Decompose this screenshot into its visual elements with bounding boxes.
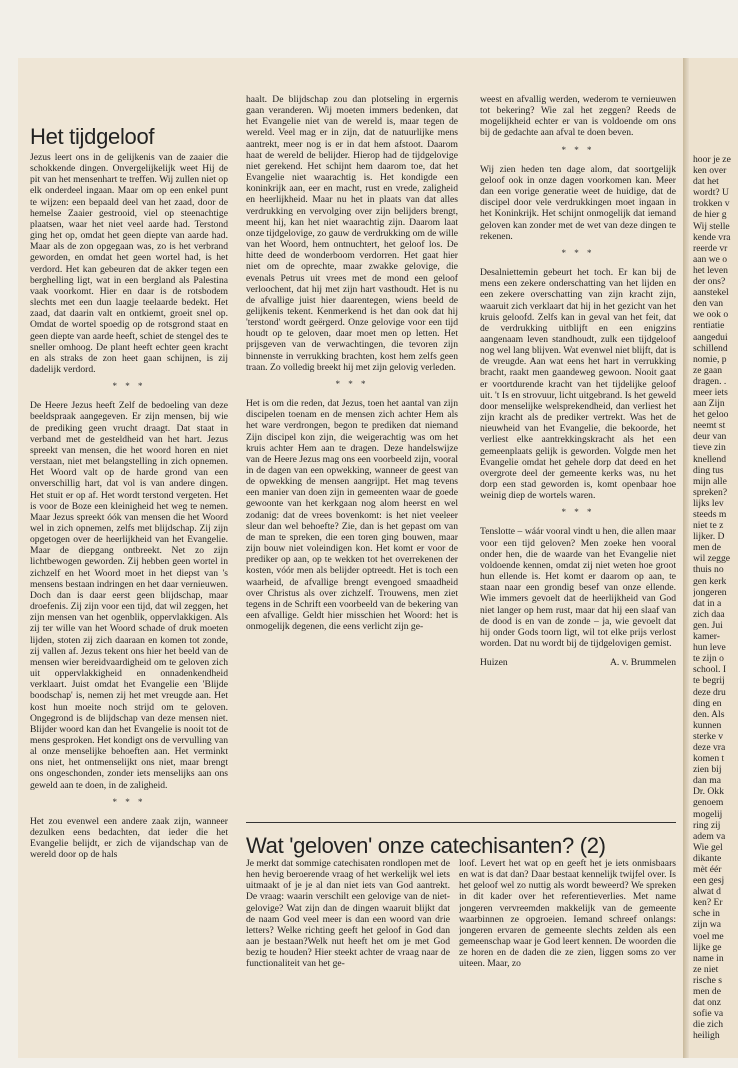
adjacent-line: meer iets	[693, 386, 728, 398]
paragraph: loof. Levert het wat op en geeft het je iets onmisbaars en wat is dat dan? Daar bestaat kennelijk twijfel over. Is het geloof wel zo nuttig als wordt beweerd? We spreken in dit kader over het referentieverlies. Met name jongeren vervreemden makkelijk van de gemeente waarbinnen ze opgroeien. Iemand schreef onlangs: jongeren ervaren de gemeente slechts zelden als een gemeenschap waar je God leert kennen. De woorden die ze horen en de daden die ze zien, liggen soms zo ver uiteen. Maar, zo	[459, 858, 676, 970]
adjacent-line: dragen. .	[693, 375, 727, 387]
adjacent-line: rische s	[693, 974, 723, 986]
adjacent-page-text	[693, 154, 738, 1058]
adjacent-line: aangedui	[693, 331, 728, 343]
paragraph: Desalniettemin gebeurt het toch. Er kan bij de mens een zekere onderschatting van het lijden en een zekere overschatting van zijn kracht zijn, waaruit zich verklaart dat hij in het gezicht van het kruis geloofd. Zelfs kan in geval van het feit, dat de verdrukking uitblijft en een enigzins aangenaam leven standhoudt, zulk een tijdgeloof nog wel lang blijven. Wat evenwel niet blijft, dat is de vreugde. Aan wat eens het hart in verrukking bracht, raakt men gaandeweg gewoon. Nooit gaat er voortdurende kracht van het tijdelijke geloof uit. 't Is en strovuur, licht uitgebrand. Is het geweld door menselijke welsprekendheid, dan verliest het zijn kracht als de prediker vertrekt. Was het de nieuwheid van het Evangelie, die bekoorde, het verliest elke aantrekkingskracht als het een gemeenplaats gelijk is geworden. Volgde men het Evangelie omdat het gehele dorp dat deed en het overgrote deel der gemeente kerks was, nu het dorp een stad geworden is, komt openbaar hoe weinig diep de wortels waren.	[480, 267, 676, 502]
adjacent-line: het leven	[693, 264, 728, 276]
adjacent-line: het geloo	[693, 409, 729, 421]
paragraph: De Heere Jezus heeft Zelf de bedoeling van deze beeldspraak aangegeven. Er zijn mensen, bij wie de prediking geen vrucht draagt. Dat staat in verband met de gesteldheid van het hart. Jezus spreekt van mensen, die het woord horen en niet verstaan, niet met belangstelling in zich opnemen. Het Woord valt op de harde grond van een onverschillig hart, dat vol is van andere dingen. Het stuit er op af. Het wordt terstond vergeten. Het is voor de Boze een kleinigheid het weg te nemen. Maar Jezus spreekt óók van mensen die het Woord wel in zich opnemen, zelfs met blijdschap. Zij zijn opgetogen over de heerlijkheid van het Evangelie. Maar de diepgang ontbreekt. Net zo zijn lichtbewogen geworden. Zij hebben geen wortel in zichzelf en het Woord moet in het diepst van 's mensens bestaan indringen en het daar vernieuwen. Doch dan is daar eerst geen blijdschap, maar droefenis. Zij zijn voor een tijd, dat wil zeggen, het zijn mensen van het ogenblik, oppervlakkigen. Als zij ter wille van het Woord schade of druk moeten lijden, stoten zij zich daaraan en komen tot zonde, zij vallen af. Jezus tekent ons hier het beeld van de mensen wier bereidvaardigheid om te geloven zich uit oppervlakkigheid en onnadenkendheid verklaart. Juist omdat het Evangelie een 'Blijde boodschap' is, nemen zij het met vreugde aan. Het kost hun moeite noch strijd om te geloven. Ongegrond is de blijdschap van deze mensen niet. Blijder woord kan dan het Evangelie is nooit tot de mens gesproken. Het kondigt ons de vervulling van al onze menselijke behoeften aan. Het verminkt ons niet, het ontmenselijkt ons niet, maar brengt ons ongeschonden, zonder iets menselijks aan ons geweld aan te doen, in de zaligheid.	[30, 400, 228, 791]
article-divider	[246, 822, 676, 823]
adjacent-line: jongeren	[693, 586, 727, 598]
section-separator: * * *	[112, 381, 146, 392]
adjacent-line: niet te z	[693, 520, 724, 532]
adjacent-line: de hier g	[693, 209, 727, 221]
section-separator: * * *	[561, 144, 595, 155]
adjacent-line: zijn wa	[693, 919, 721, 931]
adjacent-line: dan ma	[693, 775, 721, 787]
adjacent-line: alwat d	[693, 886, 721, 898]
adjacent-line: mèt éér	[693, 864, 722, 875]
paragraph: Je merkt dat sommige catechisaten rondlopen met de hen hevig beroerende vraag of het werkelijk wel iets uitmaakt of je je al dan niet iets van God aantrekt. De vraag: waarin verschilt een gelovige van de niet-gelovige? Wat zijn dan de dingen waaruit blijkt dat de naam God veel meer is dan een woord van drie letters? Welke richting geeft het geloof in God dan aan je bestaan?Welk nut heeft het om je met God bezig te houden? Hier steekt achter de vraag naar de functionaliteit van het ge-	[246, 858, 450, 970]
adjacent-line: ding tus	[693, 464, 724, 476]
adjacent-line: Wij stelle	[693, 220, 730, 232]
article2-column-2	[459, 858, 676, 1004]
adjacent-line: zich daa	[693, 608, 725, 620]
paragraph: Wij zien heden ten dage alom, dat soortgelijk geloof ook in onze dagen voorkomen kan. Meer dan een vorige generatie weet de huidige, dat de discipel door vele verdrukkingen moet ingaan in het Koninkrijk. Het schijnt onmogelijk dat iemand geloven kan zonder met de wet van deze dingen te rekenen.	[480, 163, 676, 242]
adjacent-line: trokken v	[693, 198, 730, 210]
adjacent-line: hun leve	[693, 642, 726, 654]
adjacent-line: deze dru	[693, 686, 726, 698]
adjacent-line: die zich	[693, 1019, 724, 1031]
paragraph: haalt. De blijdschap zou dan plotseling in ergernis gaan veranderen. Wij moeten immers bedenken, dat het Evangelie niet van de wereld is, maar tegen de wereld. Veel mag er in zijn, dat de natuurlijke mens aantrekt, meer nog is er in dat hem afstoot. Daarom haat de wereld de belijder. Hierop had de tijdgelovige niet gerekend. Het schijnt hem daarom toe, dat het Evangelie niet waarachtig is. Het kondigde een koninkrijk aan, eer en macht, rust en vrede, zaligheid en heerlijkheid. Maar nu het in plaats van dat alles verdrukking en vervolging over zijn belijders brengt, meent hij, kan het niet waarachtig zijn. Daarom laat onze tijdgelovige, zo gauw de verdrukking om de wille van het Woord, hem ontnuchtert, het geloof los. De hitte deed de wonderboom verdorren. Het gaat hier niet om de oprechte, maar zwakke gelovige, die evenals Petrus uit vrees met de mond een geloof verloochent, dat hij met zijn hart vasthoudt. Het is nu de afvallige juist hier daarentegen, wiens beeld de gelijkenis tekent. Kenmerkend is het dan ook dat hij 'terstond' wordt geërgerd. Onze gelovige voor een tijd houdt op te geloven, daar moet men op letten. Het prijsgeven van de verwachtingen, die tevoren zijn binnenste in verrukking brachten, kost hem zelfs geen traan. Zo volledig breekt hij met zijn gelovig verleden.	[246, 94, 458, 373]
adjacent-line: ze gaan	[693, 364, 723, 376]
adjacent-line: komen t	[693, 753, 725, 765]
adjacent-line: school. I	[693, 664, 727, 676]
paragraph: Tenslotte – wáár vooral vindt u hen, die allen maar voor een tijd geloven? Men zoeke hen vooral onder hen, die de waarde van het Evangelie niet voldoende kennen, omdat zij niet weten hoe groot hun ellende is. Het komt er daarom op aan, te staan naar een grondig besef van onze ellende. Wie immers gevoelt dat de heerlijkheid van God niet langer op hem rust, maar dat hij een slaaf van de dood is en van de zonde – ja, wie gevoelt dat hij onder Gods toorn ligt, wil tot elke prijs verlost worden. Dat nu wordt bij de tijdgelovigen gemist.	[480, 526, 676, 650]
adjacent-line: te zijn o	[693, 653, 724, 665]
adjacent-line: ring zij	[693, 819, 721, 831]
paragraph: Het is om die reden, dat Jezus, toen het aantal van zijn discipelen toenam en de mensen zich achter Hem als het ware verdrongen, begon te prediken dat niemand Zijn discipel kon zijn, die weigerachtig was om het kruis achter Hem aan te dragen. Deze handelswijze van de Heere Jezus mag ons een voorbeeld zijn, vooral in de dagen van een opwekking, wanneer de geest van de opwekking de mensen aangrijpt. Het mag tevens een manier van doen zijn in gemeenten waar de goede gewoonte van het kerkgaan nog alom heerst en wel zodanig: dat de vrees bovenkomt: is het niet veeleer sleur dan wel behoefte? Zie, dan is het gepast om van de man te spreken, die een toren ging bouwen, maar zijn bouw niet voleindigen kon. Het komt er voor de prediker op aan, op te wekken tot het overrekenen der kosten, vóór men als belijder optreedt. Het is toch een waarheid, de afvallige brengt evengoed smaadheid over Christus als over zichzelf. Trouwens, men ziet tegens in de Schrift een voorbeeld van de bekering van een afvallige. Geldt hier misschien het Woord: het is onmogelijk degenen, die eens verlicht zijn ge-	[246, 398, 458, 633]
adjacent-line: dat in a	[693, 597, 722, 609]
adjacent-line: adem va	[693, 830, 726, 842]
adjacent-line: lijker. D	[693, 531, 725, 543]
adjacent-line: aanstekel	[693, 287, 729, 299]
adjacent-line: der ons?	[693, 276, 726, 288]
adjacent-line: thuis no	[693, 564, 724, 576]
adjacent-line: aan we o	[693, 253, 728, 265]
adjacent-line: sterke v	[693, 730, 724, 742]
section-separator: * * *	[561, 247, 595, 258]
article2-column-1	[246, 858, 450, 1004]
adjacent-line: men de	[693, 986, 721, 998]
adjacent-line: deze vra	[693, 741, 726, 753]
adjacent-line: rentiatie	[693, 320, 725, 332]
adjacent-line: wil zegge	[693, 553, 731, 565]
article-column-2	[246, 94, 458, 816]
adjacent-line: genoem	[693, 797, 724, 809]
adjacent-line: dat onz	[693, 997, 721, 1009]
paragraph: Jezus leert ons in de gelijkenis van de zaaier die schokkende dingen. Onvergelijkelijk weet Hij de pit van het mensenhart te treffen. Wij zullen niet op elk onderdeel ingaan. Maar om op een enkel punt te wijzen: een bepaald deel van het zaad, door de hemelse Zaaier gestrooid, viel op steenachtige plaatsen, waar het niet veel aarde had. Terstond ging het op, omdat het geen diepte van aarde had. Maar als de zon opgegaan was, zo is het verbrand geworden, en omdat het geen wortel had, is het verdord. Het kan gebeuren dat de akker tegen een berghelling ligt, wat in een bergland als Palestina vaak voorkomt. Hier en daar is de rotsbodem slechts met een dun laagje teelaarde bedekt. Het zaad, dat daarin valt en ontkiemt, groeit snel op. Omdat de wortel spoedig op de rotsgrond staat en geen diepte van aarde heeft, schiet de stengel des te sneller omhoog. De plant heeft echter geen kracht en als straks de zon heet gaan schijnen, is zij dadelijk verdord.	[30, 152, 228, 375]
adjacent-line: aan Zijn	[693, 398, 725, 410]
adjacent-line: we ook o	[693, 309, 729, 321]
adjacent-page	[689, 58, 738, 1058]
adjacent-line: schillend	[693, 342, 728, 354]
adjacent-line: nomie, p	[693, 353, 727, 365]
adjacent-line: te begrij	[693, 675, 725, 687]
article-column-3	[480, 94, 676, 816]
adjacent-line: ken? Er	[693, 897, 723, 909]
adjacent-line: name in	[693, 952, 724, 964]
adjacent-line: ken over	[693, 165, 727, 177]
adjacent-line: spreken?	[693, 486, 728, 498]
article-title-2: Wat 'geloven' onze catechisanten? (2)	[246, 833, 606, 858]
adjacent-line: den van	[693, 298, 724, 310]
article-title: Het tijdgeloof	[30, 124, 155, 149]
adjacent-line: tieve zin	[693, 442, 726, 454]
adjacent-line: sche in	[693, 908, 720, 920]
adjacent-line: lijke ge	[693, 941, 722, 953]
adjacent-line: gen. Jui	[693, 619, 723, 631]
adjacent-line: voel me	[693, 930, 724, 942]
adjacent-line: reerde vr	[693, 242, 728, 254]
adjacent-line: Wie gel	[693, 841, 723, 853]
signature-author: A. v. Brummelen	[610, 657, 676, 669]
adjacent-line: deur van	[693, 431, 727, 443]
adjacent-line: kamer-	[693, 631, 720, 643]
adjacent-line: ding en	[693, 697, 722, 709]
section-separator: * * *	[112, 796, 146, 807]
adjacent-line: mogelij	[693, 808, 723, 820]
adjacent-line: steeds m	[693, 509, 727, 520]
adjacent-line: een gesj	[693, 875, 725, 887]
adjacent-line: lijks lev	[693, 497, 724, 509]
signature-place: Huizen	[480, 657, 508, 669]
adjacent-line: neemt st	[693, 420, 726, 432]
adjacent-line: knellend	[693, 453, 727, 465]
adjacent-line: zien bij	[693, 764, 722, 776]
paragraph: Het zou evenwel een andere zaak zijn, wanneer dezulken eens bedachten, dat ieder die het Evangelie belijdt, er zich de vijandschap van de wereld door op de hals	[30, 815, 228, 861]
adjacent-line: Dr. Okk	[693, 786, 724, 798]
article-signature	[480, 657, 676, 668]
adjacent-line: den. Als	[693, 708, 725, 720]
adjacent-line: dat het	[693, 176, 719, 188]
section-separator: * * *	[561, 507, 595, 518]
adjacent-line: mijn alle	[693, 475, 727, 487]
adjacent-line: ze niet	[693, 963, 719, 975]
paragraph: weest en afvallig werden, wederom te vernieuwen tot bekering? Wie zal het zeggen? Reeds de mogelijkheid echter er van is voldoende om ons bij de gedachte aan afval te doen beven.	[480, 94, 676, 139]
adjacent-line: heiligh	[693, 1030, 720, 1042]
adjacent-line: kunnen	[693, 719, 722, 731]
adjacent-line: hoor je ze	[693, 154, 731, 165]
adjacent-line: kende vra	[693, 231, 731, 243]
adjacent-line: sofie va	[693, 1008, 724, 1020]
adjacent-line: men de	[693, 542, 721, 554]
adjacent-line: gen kerk	[693, 575, 727, 587]
article-column-1	[30, 152, 228, 972]
section-separator: * * *	[335, 378, 369, 389]
adjacent-line: dikante	[693, 852, 722, 864]
adjacent-line: wordt? U	[693, 187, 729, 199]
